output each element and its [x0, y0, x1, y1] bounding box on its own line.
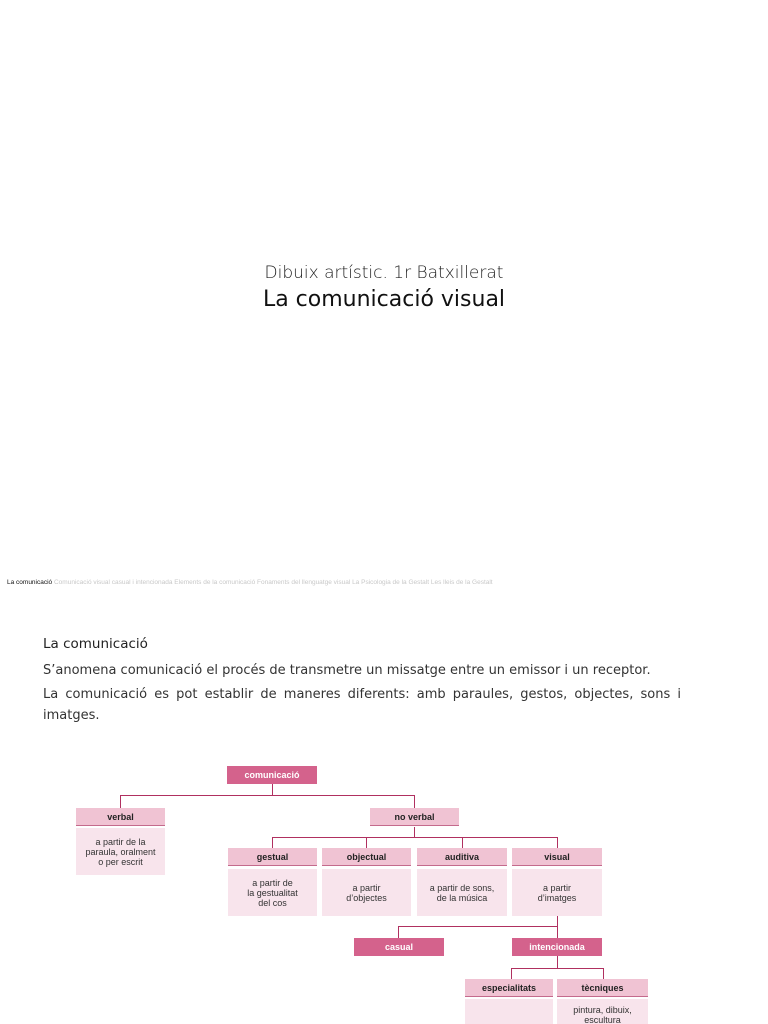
node-visual: visual [512, 848, 602, 866]
node-visual-desc: a partir d’imatges [512, 869, 602, 916]
connector [511, 968, 512, 979]
node-no-verbal: no verbal [370, 808, 459, 826]
paragraph-definition: S’anomena comunicació el procés de transmetre un missatge entre un emissor i un receptor. [43, 663, 651, 678]
slide-subtitle: Dibuix artístic. 1r Batxillerat [264, 263, 504, 283]
slide-title: La comunicació visual [262, 287, 506, 312]
connector [603, 968, 604, 979]
connector [557, 916, 558, 926]
nav-items-other[interactable]: Comunicació visual casual i intencionada Elements de la comunicació Fonaments del llenguatge visual La Psicologia de la Gestalt Les lleis de la Gestalt [53, 579, 493, 586]
connector [272, 837, 273, 848]
node-especialitats: especialitats [465, 979, 553, 997]
node-intencionada: intencionada [512, 938, 602, 956]
node-verbal-desc: a partir de la paraula, oralment o per escrit [76, 828, 165, 875]
node-objectual-desc: a partir d’objectes [322, 869, 411, 916]
connector [272, 784, 273, 795]
connector [557, 837, 558, 848]
connector [120, 795, 121, 808]
node-casual: casual [354, 938, 444, 956]
node-verbal: verbal [76, 808, 165, 826]
connector [398, 926, 558, 927]
connector [511, 968, 604, 969]
node-gestual-desc: a partir de la gestualitat del cos [228, 869, 317, 916]
node-tecniques: tècniques [557, 979, 648, 997]
connector [398, 926, 399, 938]
node-auditiva-desc: a partir de sons, de la música [417, 869, 507, 916]
node-auditiva: auditiva [417, 848, 507, 866]
node-especialitats-desc [465, 999, 553, 1024]
connector [120, 795, 415, 796]
nav-item-current[interactable]: La comunicació [7, 579, 53, 586]
connector [557, 926, 558, 938]
connector [557, 956, 558, 968]
section-nav [7, 579, 767, 586]
connector [366, 837, 367, 848]
connector [272, 837, 558, 838]
paragraph-ways: La comunicació es pot establir de maneres diferents: amb paraules, gestos, objectes, sons i imatges. [43, 687, 681, 723]
node-objectual: objectual [322, 848, 411, 866]
connector [414, 795, 415, 808]
node-tecniques-desc: pintura, dibuix, escultura [557, 999, 648, 1024]
section-heading: La comunicació [43, 636, 148, 652]
connector [462, 837, 463, 848]
connector [414, 827, 415, 837]
node-gestual: gestual [228, 848, 317, 866]
node-comunicacio: comunicació [227, 766, 317, 784]
